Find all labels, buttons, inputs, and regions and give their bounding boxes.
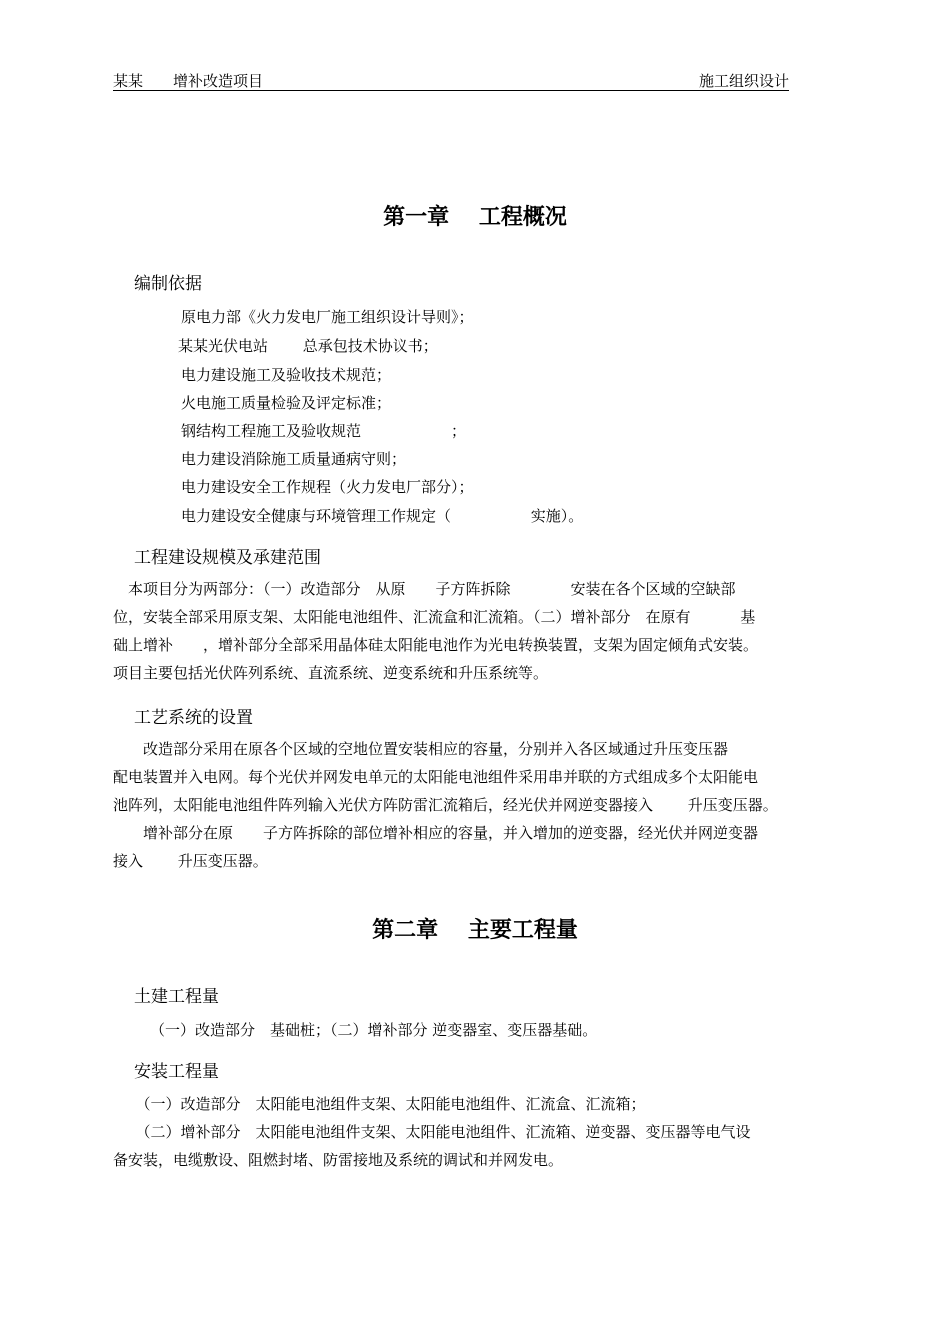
chapter2-title: 第二章 主要工程量 — [372, 917, 578, 943]
paragraph-line: 池阵列，太阳能电池组件阵列输入光伏方阵防雷汇流箱后，经光伏并网逆变器接入 升压变压器。 — [113, 796, 778, 814]
basis-item: 钢结构工程施工及验收规范 ； — [181, 422, 467, 440]
basis-item: 电力建设安全工作规程（火力发电厂部分）； — [181, 478, 474, 496]
paragraph-line: 配电装置并入电网。每个光伏并网发电单元的太阳能电池组件采用串并联的方式组成多个太阳能电 — [113, 768, 759, 786]
basis-item: 电力建设消除施工质量通病守则； — [181, 450, 407, 468]
paragraph-line: 位，安装全部采用原支架、太阳能电池组件、汇流盒和汇流箱。（二）增补部分 在原有 基 — [113, 608, 756, 626]
paragraph-line: （二）增补部分 太阳能电池组件支架、太阳能电池组件、汇流箱、逆变器、变压器等电气设 — [113, 1123, 751, 1141]
paragraph-line: 项目主要包括光伏阵列系统、直流系统、逆变系统和升压系统等。 — [113, 664, 549, 682]
paragraph-line: 增补部分在原 子方阵拆除的部位增补相应的容量，并入增加的逆变器，经光伏并网逆变器 — [113, 824, 759, 842]
paragraph-line: 接入 升压变压器。 — [113, 852, 268, 870]
section-install-heading: 安装工程量 — [134, 1062, 219, 1082]
paragraph-line: 备安装，电缆敷设、阻燃封堵、防雷接地及系统的调试和并网发电。 — [113, 1151, 564, 1169]
process-paragraph — [113, 735, 837, 875]
page-header — [113, 70, 789, 91]
basis-item: 原电力部《火力发电厂施工组织设计导则》； — [181, 308, 474, 326]
install-paragraph — [113, 1090, 837, 1174]
chapter1-title: 第一章 工程概况 — [383, 204, 567, 230]
section-scope-heading: 工程建设规模及承建范围 — [134, 548, 321, 568]
paragraph-line: 本项目分为两部分：（一）改造部分 从原 子方阵拆除 安装在各个区域的空缺部 — [113, 580, 736, 598]
paragraph-line: 改造部分采用在原各个区域的空地位置安装相应的容量，分别并入各区域通过升压变压器 — [113, 740, 729, 758]
section-basis-heading: 编制依据 — [134, 274, 202, 294]
basis-item: 某某光伏电站 总承包技术协议书； — [178, 337, 438, 355]
basis-item: 火电施工质量检验及评定标准； — [181, 394, 392, 412]
basis-item: 电力建设施工及验收技术规范； — [181, 366, 392, 384]
paragraph-line: （一）改造部分 太阳能电池组件支架、太阳能电池组件、汇流盒、汇流箱； — [113, 1095, 646, 1113]
section-process-heading: 工艺系统的设置 — [134, 708, 253, 728]
section-civil-heading: 土建工程量 — [134, 987, 219, 1007]
basis-item: 电力建设安全健康与环境管理工作规定（ 实施）。 — [181, 507, 584, 525]
paragraph-line: 础上增补 ，增补部分全部采用晶体硅太阳能电池作为光电转换装置，支架为固定倾角式安装。 — [113, 636, 759, 654]
scope-paragraph — [113, 575, 837, 687]
header-project-name: 某某 增补改造项目 — [113, 72, 264, 90]
civil-line: （一）改造部分 基础桩；（二）增补部分 逆变器室、变压器基础。 — [150, 1021, 598, 1039]
header-doc-title: 施工组织设计 — [698, 72, 789, 90]
